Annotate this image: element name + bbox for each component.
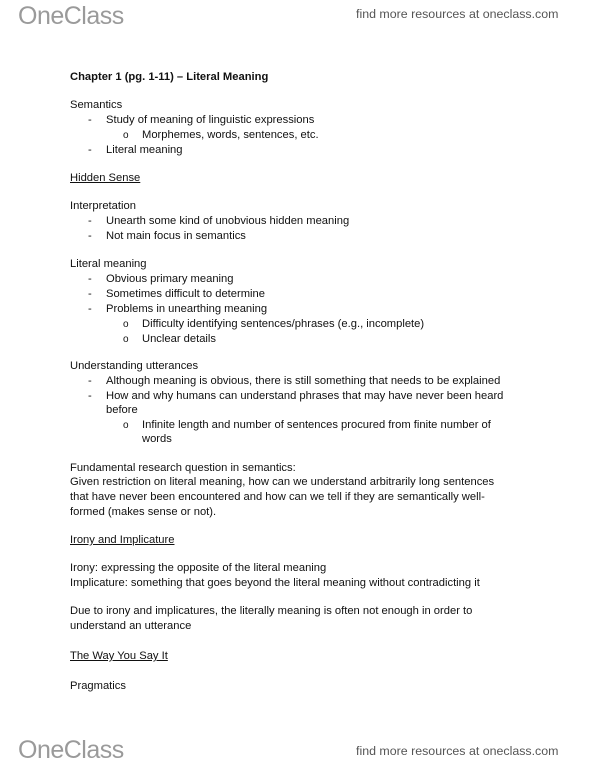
paragraph-line: formed (makes sense or not).	[70, 506, 217, 518]
bullet-text: Although meaning is obvious, there is still something that needs to be explained	[106, 375, 501, 387]
research-heading: Fundamental research question in semantics:	[70, 462, 296, 474]
irony-definition: Irony: expressing the opposite of the literal meaning	[70, 562, 327, 574]
bullet-text: Study of meaning of linguistic expressions	[106, 114, 315, 126]
sub-bullet-text: Infinite length and number of sentences procured from finite number of	[142, 419, 491, 431]
section-heading-semantics: Semantics	[70, 99, 123, 111]
chapter-title: Chapter 1 (pg. 1-11) – Literal Meaning	[70, 71, 269, 83]
oneclass-logo[interactable]: OneClass	[18, 2, 124, 30]
bullet-text: Problems in unearthing meaning	[106, 303, 268, 315]
sub-bullet-marker: o	[123, 319, 129, 330]
bullet-text: Obvious primary meaning	[106, 273, 234, 285]
paragraph-line: understand an utterance	[70, 620, 192, 632]
header-tagline[interactable]: find more resources at oneclass.com	[356, 7, 559, 21]
implicature-definition: Implicature: something that goes beyond the literal meaning without contradicting it	[70, 577, 480, 589]
bullet-dash: -	[88, 114, 92, 126]
section-heading-literal-meaning: Literal meaning	[70, 258, 147, 270]
section-heading-interpretation: Interpretation	[70, 200, 136, 212]
footer-tagline[interactable]: find more resources at oneclass.com	[356, 744, 559, 758]
sub-bullet-text: Morphemes, words, sentences, etc.	[142, 129, 319, 141]
sub-bullet-text: Difficulty identifying sentences/phrases (e.g., incomplete)	[142, 318, 425, 330]
sub-bullet-marker: o	[123, 420, 129, 431]
bullet-text: Unearth some kind of unobvious hidden meaning	[106, 215, 350, 227]
bullet-text: Literal meaning	[106, 144, 183, 156]
sub-bullet-text-continued: words	[142, 433, 172, 445]
bullet-dash: -	[88, 390, 92, 402]
section-heading-hidden-sense: Hidden Sense	[70, 172, 141, 184]
paragraph-line: that have never been encountered and how can we tell if they are semantically well-	[70, 491, 485, 503]
sub-bullet-marker: o	[123, 130, 129, 141]
section-heading-understanding: Understanding utterances	[70, 360, 199, 372]
bullet-dash: -	[88, 215, 92, 227]
section-heading-irony: Irony and Implicature	[70, 534, 175, 546]
bullet-text: Not main focus in semantics	[106, 230, 246, 242]
bullet-dash: -	[88, 288, 92, 300]
section-heading-pragmatics: Pragmatics	[70, 680, 126, 692]
bullet-text-continued: before	[106, 404, 138, 416]
bullet-text: How and why humans can understand phrases that may have never been heard	[106, 390, 504, 402]
paragraph-line: Due to irony and implicatures, the literally meaning is often not enough in order to	[70, 605, 473, 617]
sub-bullet-marker: o	[123, 334, 129, 345]
section-heading-way-you-say-it: The Way You Say It	[70, 650, 168, 662]
bullet-dash: -	[88, 375, 92, 387]
bullet-dash: -	[88, 273, 92, 285]
bullet-dash: -	[88, 144, 92, 156]
sub-bullet-text: Unclear details	[142, 333, 216, 345]
page-header	[0, 0, 595, 40]
bullet-dash: -	[88, 303, 92, 315]
bullet-text: Sometimes difficult to determine	[106, 288, 265, 300]
bullet-dash: -	[88, 230, 92, 242]
oneclass-logo[interactable]: OneClass	[18, 736, 124, 764]
page-footer	[0, 730, 595, 770]
paragraph-line: Given restriction on literal meaning, how can we understand arbitrarily long sentences	[70, 476, 495, 488]
